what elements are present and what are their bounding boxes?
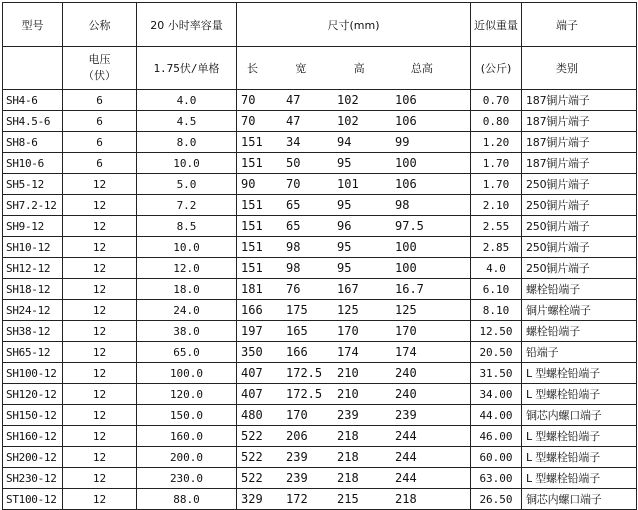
cell-length: 151 — [241, 261, 263, 275]
table-row — [3, 195, 637, 216]
header-voltage-unit: （伏） — [83, 69, 116, 82]
cell-dimensions — [237, 279, 471, 300]
table-row — [3, 321, 637, 342]
table-row — [3, 363, 637, 384]
cell-dimensions — [237, 342, 471, 363]
cell-capacity: 38.0 — [137, 321, 237, 342]
cell-weight: 12.50 — [471, 321, 522, 342]
cell-dimensions — [237, 321, 471, 342]
header-dim-width: 宽 — [295, 62, 307, 75]
cell-width: 239 — [286, 471, 308, 485]
cell-width: 76 — [286, 282, 301, 296]
cell-capacity: 4.5 — [137, 111, 237, 132]
header-model: 型号 — [3, 3, 63, 47]
cell-voltage: 12 — [63, 321, 137, 342]
cell-terminal: 250铜片端子 — [522, 195, 637, 216]
cell-weight: 26.50 — [471, 489, 522, 510]
cell-voltage: 6 — [63, 153, 137, 174]
cell-voltage: 12 — [63, 447, 137, 468]
cell-height: 210 — [337, 366, 359, 380]
cell-width: 98 — [286, 240, 301, 254]
cell-model: SH38-12 — [3, 321, 63, 342]
cell-terminal: 铅端子 — [522, 342, 637, 363]
cell-total-height: 174 — [395, 345, 417, 359]
header-dim-height: 高 — [353, 62, 365, 75]
cell-voltage: 12 — [63, 426, 137, 447]
header-voltage-sub — [63, 47, 137, 90]
cell-total-height: 218 — [395, 492, 417, 506]
cell-dimensions — [237, 132, 471, 153]
cell-total-height: 240 — [395, 366, 417, 380]
cell-weight: 8.10 — [471, 300, 522, 321]
cell-weight: 31.50 — [471, 363, 522, 384]
table-row — [3, 447, 637, 468]
cell-terminal: 250铜片端子 — [522, 174, 637, 195]
cell-terminal: 螺栓铅端子 — [522, 279, 637, 300]
cell-capacity: 88.0 — [137, 489, 237, 510]
cell-total-height: 97.5 — [395, 219, 424, 233]
cell-width: 165 — [286, 324, 308, 338]
cell-voltage: 12 — [63, 363, 137, 384]
cell-height: 101 — [337, 177, 359, 191]
cell-weight: 1.20 — [471, 132, 522, 153]
cell-length: 407 — [241, 387, 263, 401]
cell-weight: 34.00 — [471, 384, 522, 405]
table-row — [3, 174, 637, 195]
cell-height: 218 — [337, 471, 359, 485]
cell-model: SH8-6 — [3, 132, 63, 153]
cell-length: 522 — [241, 450, 263, 464]
cell-total-height: 244 — [395, 450, 417, 464]
cell-dimensions — [237, 468, 471, 489]
cell-length: 197 — [241, 324, 263, 338]
cell-capacity: 10.0 — [137, 153, 237, 174]
cell-dimensions — [237, 237, 471, 258]
cell-capacity: 5.0 — [137, 174, 237, 195]
cell-terminal: 铜芯内螺口端子 — [522, 405, 637, 426]
cell-width: 47 — [286, 114, 301, 128]
cell-capacity: 24.0 — [137, 300, 237, 321]
cell-total-height: 106 — [395, 114, 417, 128]
cell-model: SH150-12 — [3, 405, 63, 426]
cell-weight: 2.10 — [471, 195, 522, 216]
cell-voltage: 12 — [63, 342, 137, 363]
cell-voltage: 12 — [63, 237, 137, 258]
cell-total-height: 100 — [395, 261, 417, 275]
cell-voltage: 12 — [63, 258, 137, 279]
header-voltage-top: 公称 — [63, 3, 137, 47]
cell-terminal: 250铜片端子 — [522, 237, 637, 258]
cell-capacity: 230.0 — [137, 468, 237, 489]
cell-height: 174 — [337, 345, 359, 359]
cell-total-height: 106 — [395, 93, 417, 107]
cell-weight: 0.80 — [471, 111, 522, 132]
cell-width: 172 — [286, 492, 308, 506]
cell-weight: 6.10 — [471, 279, 522, 300]
cell-voltage: 6 — [63, 90, 137, 111]
cell-weight: 60.00 — [471, 447, 522, 468]
cell-model: SH12-12 — [3, 258, 63, 279]
cell-voltage: 6 — [63, 111, 137, 132]
cell-total-height: 98 — [395, 198, 410, 212]
cell-model: SH18-12 — [3, 279, 63, 300]
battery-spec-table — [2, 2, 637, 510]
cell-height: 95 — [337, 156, 352, 170]
cell-capacity: 150.0 — [137, 405, 237, 426]
cell-total-height: 244 — [395, 429, 417, 443]
cell-total-height: 100 — [395, 156, 417, 170]
cell-voltage: 12 — [63, 279, 137, 300]
cell-length: 151 — [241, 198, 263, 212]
cell-width: 34 — [286, 135, 301, 149]
cell-total-height: 170 — [395, 324, 417, 338]
cell-voltage: 12 — [63, 300, 137, 321]
cell-width: 65 — [286, 219, 301, 233]
header-dim-total-height: 总高 — [410, 62, 433, 75]
header-terminal-top: 端子 — [522, 3, 637, 47]
header-capacity-sub: 1.75伏/单格 — [137, 47, 237, 90]
cell-capacity: 65.0 — [137, 342, 237, 363]
cell-model: SH230-12 — [3, 468, 63, 489]
cell-height: 125 — [337, 303, 359, 317]
header-dims-sub — [237, 47, 471, 90]
header-dims-top: 尺寸(mm) — [237, 3, 471, 47]
cell-width: 172.5 — [286, 366, 323, 380]
cell-total-height: 239 — [395, 408, 417, 422]
cell-dimensions — [237, 111, 471, 132]
header-terminal-sub: 类别 — [522, 47, 637, 90]
cell-height: 239 — [337, 408, 359, 422]
cell-model: SH5-12 — [3, 174, 63, 195]
table-row — [3, 90, 637, 111]
cell-length: 480 — [241, 408, 263, 422]
cell-terminal: 250铜片端子 — [522, 216, 637, 237]
cell-length: 350 — [241, 345, 263, 359]
cell-capacity: 12.0 — [137, 258, 237, 279]
table-row — [3, 342, 637, 363]
cell-weight: 2.85 — [471, 237, 522, 258]
cell-weight: 46.00 — [471, 426, 522, 447]
cell-height: 170 — [337, 324, 359, 338]
table-row — [3, 153, 637, 174]
cell-height: 95 — [337, 240, 352, 254]
cell-width: 166 — [286, 345, 308, 359]
cell-height: 95 — [337, 198, 352, 212]
header-voltage-mid: 电压 — [88, 53, 111, 66]
cell-voltage: 12 — [63, 174, 137, 195]
cell-length: 151 — [241, 156, 263, 170]
cell-length: 70 — [241, 93, 256, 107]
cell-length: 166 — [241, 303, 263, 317]
cell-width: 50 — [286, 156, 301, 170]
cell-height: 210 — [337, 387, 359, 401]
table-row — [3, 300, 637, 321]
table-row — [3, 384, 637, 405]
header-weight-sub: (公斤) — [471, 47, 522, 90]
cell-terminal: 187铜片端子 — [522, 111, 637, 132]
cell-width: 172.5 — [286, 387, 323, 401]
table-row — [3, 258, 637, 279]
cell-model: SH200-12 — [3, 447, 63, 468]
cell-height: 102 — [337, 114, 359, 128]
cell-model: SH9-12 — [3, 216, 63, 237]
cell-dimensions — [237, 153, 471, 174]
cell-weight: 20.50 — [471, 342, 522, 363]
cell-length: 522 — [241, 471, 263, 485]
cell-weight: 1.70 — [471, 153, 522, 174]
cell-model: SH120-12 — [3, 384, 63, 405]
cell-width: 170 — [286, 408, 308, 422]
cell-model: SH24-12 — [3, 300, 63, 321]
cell-dimensions — [237, 447, 471, 468]
cell-length: 329 — [241, 492, 263, 506]
cell-length: 407 — [241, 366, 263, 380]
cell-voltage: 12 — [63, 384, 137, 405]
cell-length: 151 — [241, 240, 263, 254]
table-row — [3, 405, 637, 426]
cell-weight: 1.70 — [471, 174, 522, 195]
cell-dimensions — [237, 300, 471, 321]
cell-terminal: L 型螺栓铅端子 — [522, 468, 637, 489]
cell-width: 98 — [286, 261, 301, 275]
cell-total-height: 100 — [395, 240, 417, 254]
cell-terminal: 187铜片端子 — [522, 90, 637, 111]
cell-model: SH10-12 — [3, 237, 63, 258]
header-row-sub — [3, 47, 637, 90]
cell-terminal: 铜片螺栓端子 — [522, 300, 637, 321]
table-row — [3, 237, 637, 258]
cell-total-height: 125 — [395, 303, 417, 317]
cell-terminal: L 型螺栓铅端子 — [522, 363, 637, 384]
cell-weight: 63.00 — [471, 468, 522, 489]
cell-height: 167 — [337, 282, 359, 296]
cell-dimensions — [237, 384, 471, 405]
cell-terminal: 螺栓铅端子 — [522, 321, 637, 342]
cell-length: 181 — [241, 282, 263, 296]
cell-terminal: 187铜片端子 — [522, 153, 637, 174]
cell-length: 70 — [241, 114, 256, 128]
cell-capacity: 18.0 — [137, 279, 237, 300]
table-row — [3, 489, 637, 510]
cell-height: 95 — [337, 261, 352, 275]
header-capacity-top: 20 小时率容量 — [137, 3, 237, 47]
table-row — [3, 279, 637, 300]
cell-voltage: 12 — [63, 216, 137, 237]
table-row — [3, 426, 637, 447]
cell-height: 218 — [337, 450, 359, 464]
cell-model: SH100-12 — [3, 363, 63, 384]
cell-length: 151 — [241, 135, 263, 149]
cell-dimensions — [237, 195, 471, 216]
cell-capacity: 200.0 — [137, 447, 237, 468]
cell-terminal: L 型螺栓铅端子 — [522, 426, 637, 447]
cell-height: 102 — [337, 93, 359, 107]
cell-capacity: 100.0 — [137, 363, 237, 384]
table-row — [3, 468, 637, 489]
cell-terminal: 铜芯内螺口端子 — [522, 489, 637, 510]
cell-model: SH65-12 — [3, 342, 63, 363]
table-row — [3, 216, 637, 237]
cell-terminal: 250铜片端子 — [522, 258, 637, 279]
header-weight-top: 近似重量 — [471, 3, 522, 47]
cell-capacity: 8.5 — [137, 216, 237, 237]
cell-weight: 0.70 — [471, 90, 522, 111]
table-row — [3, 111, 637, 132]
table-row — [3, 132, 637, 153]
cell-height: 215 — [337, 492, 359, 506]
cell-voltage: 12 — [63, 468, 137, 489]
cell-width: 239 — [286, 450, 308, 464]
cell-dimensions — [237, 405, 471, 426]
cell-width: 206 — [286, 429, 308, 443]
cell-total-height: 240 — [395, 387, 417, 401]
cell-model: SH4.5-6 — [3, 111, 63, 132]
cell-model: SH4-6 — [3, 90, 63, 111]
cell-dimensions — [237, 426, 471, 447]
cell-width: 47 — [286, 93, 301, 107]
cell-total-height: 106 — [395, 177, 417, 191]
cell-dimensions — [237, 363, 471, 384]
cell-model: SH10-6 — [3, 153, 63, 174]
cell-capacity: 8.0 — [137, 132, 237, 153]
cell-height: 218 — [337, 429, 359, 443]
cell-length: 151 — [241, 219, 263, 233]
cell-voltage: 12 — [63, 489, 137, 510]
header-model-blank — [3, 47, 63, 90]
cell-capacity: 7.2 — [137, 195, 237, 216]
cell-terminal: 187铜片端子 — [522, 132, 637, 153]
cell-dimensions — [237, 489, 471, 510]
cell-height: 94 — [337, 135, 352, 149]
cell-length: 90 — [241, 177, 256, 191]
cell-model: ST100-12 — [3, 489, 63, 510]
cell-capacity: 120.0 — [137, 384, 237, 405]
cell-weight: 4.0 — [471, 258, 522, 279]
cell-dimensions — [237, 174, 471, 195]
cell-width: 65 — [286, 198, 301, 212]
cell-dimensions — [237, 258, 471, 279]
cell-voltage: 6 — [63, 132, 137, 153]
cell-dimensions — [237, 216, 471, 237]
cell-total-height: 16.7 — [395, 282, 424, 296]
cell-weight: 2.55 — [471, 216, 522, 237]
cell-dimensions — [237, 90, 471, 111]
cell-weight: 44.00 — [471, 405, 522, 426]
cell-model: SH7.2-12 — [3, 195, 63, 216]
cell-length: 522 — [241, 429, 263, 443]
cell-model: SH160-12 — [3, 426, 63, 447]
cell-width: 70 — [286, 177, 301, 191]
cell-capacity: 10.0 — [137, 237, 237, 258]
header-row-top — [3, 3, 637, 47]
header-dim-length: 长 — [247, 62, 258, 75]
cell-capacity: 4.0 — [137, 90, 237, 111]
cell-width: 175 — [286, 303, 308, 317]
cell-voltage: 12 — [63, 405, 137, 426]
cell-height: 96 — [337, 219, 352, 233]
cell-terminal: L 型螺栓铅端子 — [522, 384, 637, 405]
cell-terminal: L 型螺栓铅端子 — [522, 447, 637, 468]
cell-total-height: 244 — [395, 471, 417, 485]
cell-voltage: 12 — [63, 195, 137, 216]
cell-capacity: 160.0 — [137, 426, 237, 447]
cell-total-height: 99 — [395, 135, 410, 149]
